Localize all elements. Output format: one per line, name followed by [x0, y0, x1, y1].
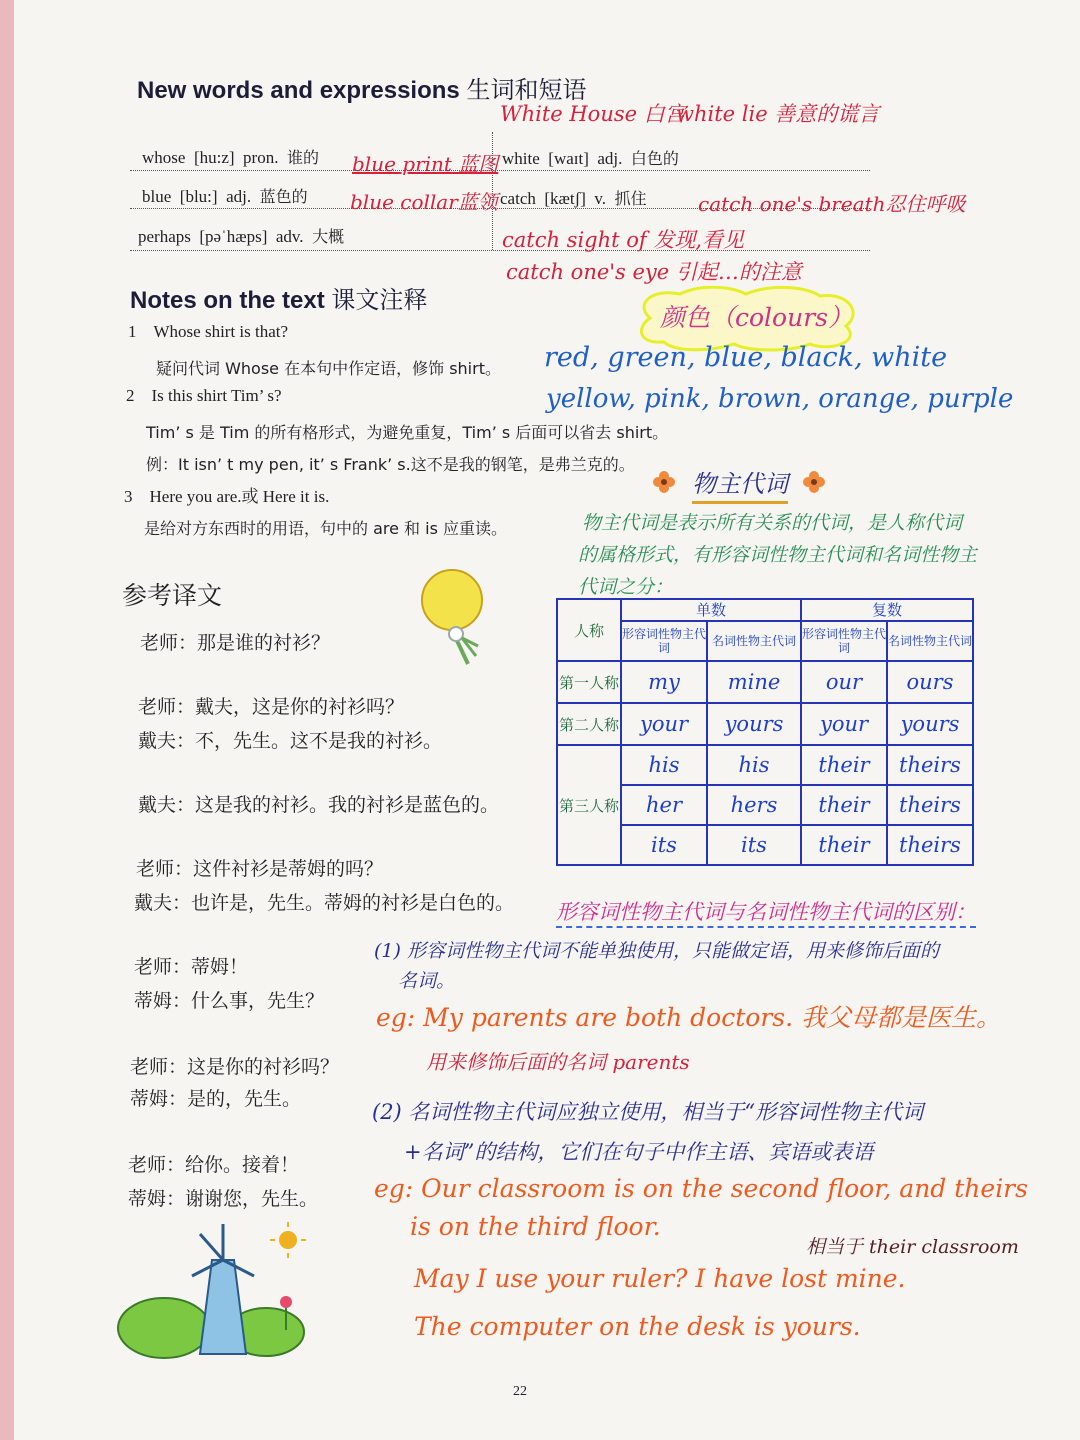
new-words-title-cn: 生词和短语: [466, 76, 587, 104]
colours-line-2: yellow, pink, brown, orange, purple: [546, 384, 1014, 414]
point-2-line-2: +名词”的结构，它们在句子中作主语、宾语或表语: [404, 1140, 874, 1164]
possessive-desc-1: 物主代词是表示所有关系的代词，是人称代词: [582, 512, 963, 534]
example-1-note: 用来修饰后面的名词 parents: [426, 1050, 690, 1074]
vocab-row-blue: blue [blu:] adj. 蓝色的: [142, 187, 308, 206]
note-catch-breath: catch one's breath忍住呼吸: [698, 192, 966, 216]
colours-title: 颜色（colours）: [660, 303, 853, 332]
table-head-noun-pl: 名词性物主代词: [887, 621, 973, 661]
translation-line: 老师：蒂姆！: [134, 956, 249, 978]
example-1: eg: My parents are both doctors. 我父母都是医生。: [376, 1003, 1001, 1032]
note-white-house: White House 白宫: [500, 102, 686, 126]
note-2-body: Tim’ s 是 Tim 的所有格形式，为避免重复，Tim’ s 后面可以省去 shirt。: [146, 423, 669, 442]
vocab-row-catch: catch [kætʃ] v. 抓住: [500, 189, 647, 208]
pronoun-table: [556, 598, 974, 866]
note-blue-collar: blue collar蓝领: [350, 190, 498, 214]
translation-line: 老师：戴夫，这是你的衬衫吗？: [138, 696, 405, 718]
note-white-lie: white lie 善意的谎言: [676, 102, 880, 126]
translation-line: 老师：这件衬衫是蒂姆的吗？: [136, 858, 384, 880]
difference-title: 形容词性物主代词与名词性物主代词的区别：: [556, 896, 976, 928]
possessive-desc-3: 代词之分：: [578, 576, 674, 598]
table-row: 第一人称 my mine our ours: [557, 661, 973, 703]
note-3-body: 是给对方东西时的用语，句中的 are 和 is 应重读。: [144, 519, 508, 538]
example-2-line-1: eg: Our classroom is on the second floor, and theirs: [374, 1174, 1028, 1203]
flower-icon: [802, 470, 826, 494]
note-3-head: 3 Here you are.或 Here it is.: [124, 487, 330, 506]
note-1-head: 1 Whose shirt is that?: [128, 322, 289, 341]
translation-line: 老师：这是你的衬衫吗？: [130, 1056, 340, 1078]
table-row: its its their theirs: [557, 825, 973, 865]
translation-line: 蒂姆：谢谢您，先生。: [128, 1188, 319, 1210]
table-singular: 单数: [621, 599, 801, 621]
possessive-desc-2: 的属格形式，有形容词性物主代词和名词性物主: [578, 544, 978, 566]
translation-line: 老师：给你。接着！: [128, 1154, 300, 1176]
translation-line: 戴夫：这是我的衬衫。我的衬衫是蓝色的。: [138, 794, 500, 816]
example-3: May I use your ruler? I have lost mine.: [414, 1264, 906, 1293]
example-2-note: 相当于 their classroom: [806, 1236, 1019, 1258]
table-head-adj-sg: 形容词性物主代词: [621, 621, 707, 661]
possessive-title: 物主代词: [692, 464, 788, 504]
windmill-sticker-icon: [116, 1220, 312, 1360]
translation-title: 参考译文: [122, 581, 223, 610]
table-row: 第三人称 his his their theirs: [557, 745, 973, 785]
note-blue-print: blue print 蓝图: [352, 152, 499, 176]
translation-line: 戴夫：不，先生。这不是我的衬衫。: [138, 730, 443, 752]
note-catch-sight: catch sight of 发现,看见: [502, 228, 745, 252]
note-1-body: 疑问代词 Whose 在本句中作定语，修饰 shirt。: [156, 359, 501, 378]
colours-line-1: red, green, blue, black, white: [544, 342, 948, 373]
point-1-line-2: 名词。: [398, 970, 456, 992]
table-row: 第二人称 your yours your yours: [557, 703, 973, 745]
table-corner: 人称: [557, 599, 621, 661]
note-catch-eye: catch one's eye 引起…的注意: [506, 260, 802, 284]
note-2-example: 例：It isn’ t my pen, it’ s Frank’ s.这不是我的钢笔，是弗兰克的。: [146, 455, 635, 474]
table-head-noun-sg: 名词性物主代词: [707, 621, 801, 661]
translation-line: 蒂姆：什么事，先生？: [134, 990, 325, 1012]
note-2-head: 2 Is this shirt Tim’ s?: [126, 386, 282, 405]
flower-icon: [652, 470, 676, 494]
table-head-adj-pl: 形容词性物主代词: [801, 621, 887, 661]
vocab-row-perhaps: perhaps [pəˈhæps] adv. 大概: [138, 227, 345, 246]
translation-line: 蒂姆：是的，先生。: [130, 1088, 302, 1110]
translation-line: 戴夫：也许是，先生。蒂姆的衬衫是白色的。: [134, 892, 515, 914]
vocab-row-white: white [waɪt] adj. 白色的: [502, 149, 679, 168]
table-row: her hers their theirs: [557, 785, 973, 825]
new-words-title-en: New words and expressions: [137, 77, 460, 104]
fan-sticker-icon: [418, 566, 498, 672]
notes-title: Notes on the text 课文注释: [130, 286, 428, 314]
vocab-row-whose: whose [hu:z] pron. 谁的: [142, 148, 319, 167]
example-4: The computer on the desk is yours.: [414, 1312, 861, 1341]
translation-line: 老师：那是谁的衬衫？: [140, 632, 331, 654]
page-number: 22: [513, 1384, 527, 1399]
example-2-line-2: is on the third floor.: [410, 1212, 661, 1241]
point-1-line-1: (1) 形容词性物主代词不能单独使用，只能做定语，用来修饰后面的: [374, 940, 939, 962]
point-2-line-1: (2) 名词性物主代词应独立使用，相当于“形容词性物主代词: [372, 1100, 924, 1124]
table-plural: 复数: [801, 599, 973, 621]
